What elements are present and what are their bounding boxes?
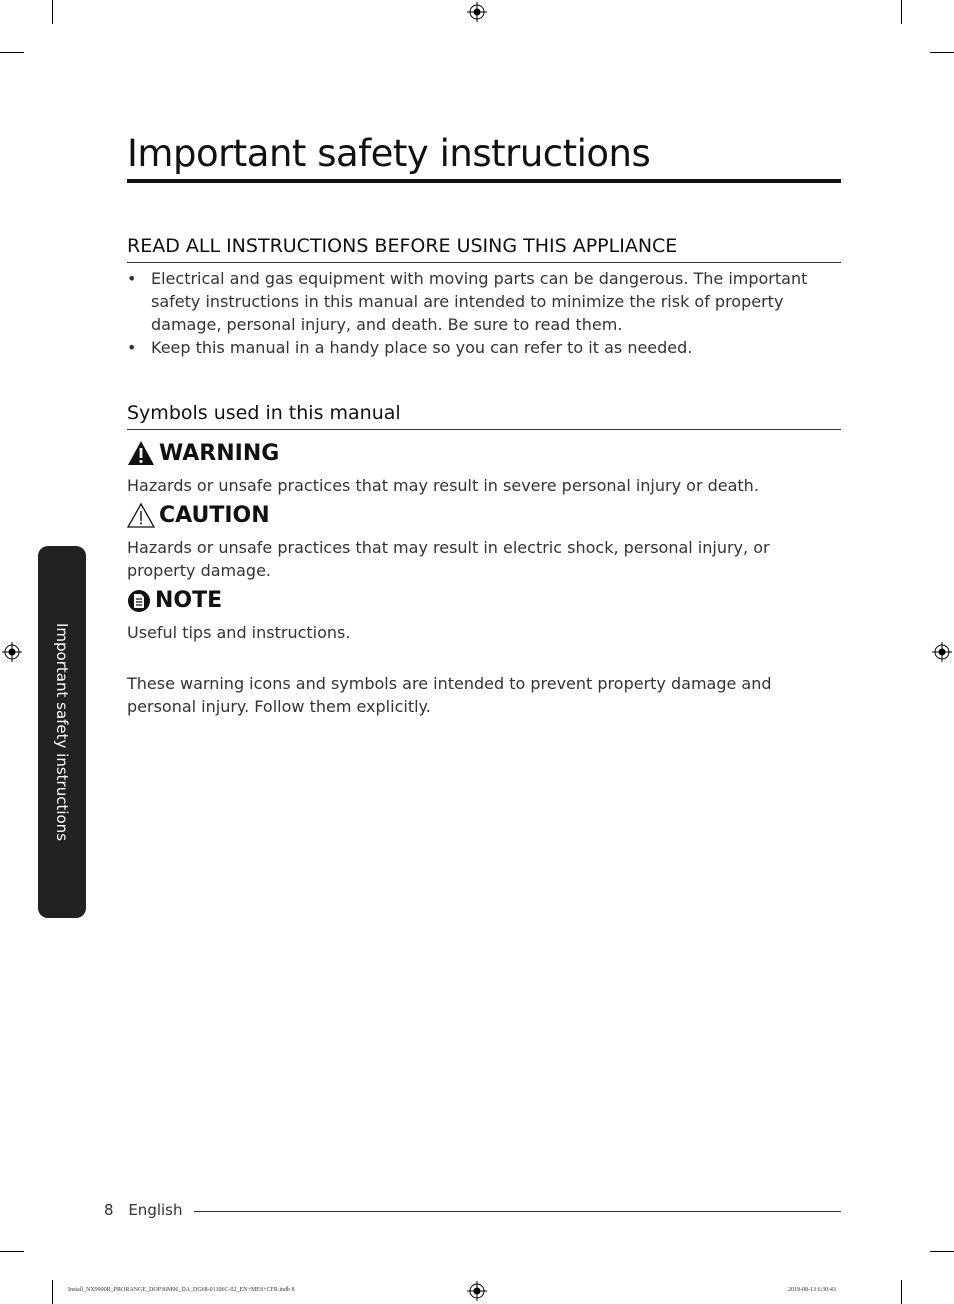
- registration-mark-icon: [467, 1281, 487, 1301]
- footer-rule: [194, 1211, 841, 1212]
- side-tab: [38, 546, 86, 918]
- crop-mark: [901, 1280, 902, 1304]
- list-item: • Keep this manual in a handy place so you can refer to it as needed.: [127, 336, 841, 359]
- crop-mark: [52, 0, 53, 24]
- crop-mark: [0, 1251, 24, 1252]
- note-label: NOTE: [155, 588, 223, 613]
- note-heading: [127, 588, 222, 613]
- warning-label: WARNING: [159, 440, 280, 466]
- footer-language: English: [128, 1201, 183, 1219]
- caution-label: CAUTION: [159, 502, 270, 528]
- crop-mark: [930, 52, 954, 53]
- slug-date: 2019-08-13 6:30:43: [788, 1287, 836, 1293]
- section-rule: [127, 429, 841, 430]
- slug-filename: Install_NX9900R_PRORANGE_DOP36M96_DA_DG68-01106C-02_EN+MES+CFR.indb 8: [68, 1287, 295, 1293]
- warning-heading: [127, 440, 279, 466]
- crop-mark: [901, 0, 902, 24]
- page-number: 8: [104, 1201, 114, 1219]
- registration-mark-icon: [2, 642, 22, 662]
- caution-heading: [127, 502, 270, 528]
- instruction-list: [127, 267, 841, 359]
- warning-text: Hazards or unsafe practices that may result in severe personal injury or death.: [127, 476, 759, 495]
- caution-text: Hazards or unsafe practices that may result in electric shock, personal injury, or property damage.: [127, 538, 770, 580]
- section-heading: Symbols used in this manual: [127, 402, 401, 424]
- section-heading: READ ALL INSTRUCTIONS BEFORE USING THIS APPLIANCE: [127, 235, 678, 257]
- section-rule: [127, 262, 841, 263]
- list-item: • Electrical and gas equipment with moving parts can be dangerous. The important safety instructions in this manual are intended to minimize the risk of property damage, personal injury, and death. Be sure to read them.: [127, 267, 841, 336]
- page-title: Important safety instructions: [127, 132, 651, 175]
- side-tab-label: Important safety instructions: [53, 622, 71, 842]
- page-footer: [104, 1201, 183, 1219]
- note-text: Useful tips and instructions.: [127, 623, 351, 642]
- note-icon: [127, 589, 151, 613]
- warning-triangle-icon: [127, 440, 155, 466]
- registration-mark-icon: [932, 642, 952, 662]
- crop-mark: [930, 1251, 954, 1252]
- crop-mark: [0, 52, 24, 53]
- title-rule: [127, 179, 841, 183]
- caution-triangle-icon: [127, 502, 155, 528]
- crop-mark: [52, 1280, 53, 1304]
- closing-paragraph: These warning icons and symbols are intended to prevent property damage and personal injury. Follow them explicitly.: [127, 674, 772, 716]
- registration-mark-icon: [467, 2, 487, 22]
